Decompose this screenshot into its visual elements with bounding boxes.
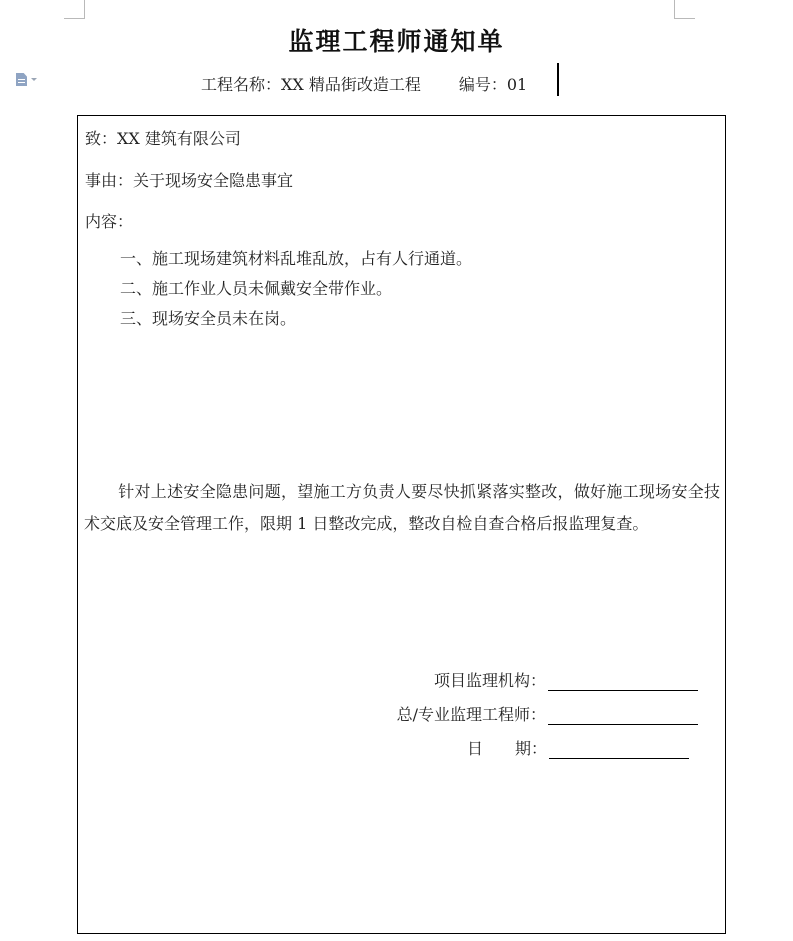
- caret-down-icon: [31, 78, 37, 81]
- content-item: 二、施工作业人员未佩戴安全带作业。: [120, 279, 393, 298]
- content-item: 三、现场安全员未在岗。: [120, 309, 297, 328]
- document-icon: [16, 73, 27, 86]
- supervision-org-label: 项目监理机构：: [433, 671, 546, 690]
- supervision-org-blank[interactable]: [548, 672, 698, 691]
- date-blank[interactable]: [549, 740, 689, 759]
- notice-number: 编号：01: [458, 75, 528, 94]
- project-name: 工程名称：XX 精品街改造工程: [201, 75, 421, 94]
- page-corner-mark-left: [64, 0, 85, 19]
- recipient-line: 致：XX 建筑有限公司: [85, 129, 241, 148]
- supervision-org-row: [434, 668, 698, 691]
- date-row: [467, 736, 689, 759]
- project-header: [201, 72, 527, 95]
- date-label: 日 期：: [466, 739, 547, 758]
- engineer-blank[interactable]: [548, 706, 698, 725]
- instruction-text: 针对上述安全隐患问题，望施工方负责人要尽快抓紧落实整改，做好施工现场安全技术交底及安全管理工作，限期 1 日整改完成，整改自检自查合格后报监理复查。: [84, 482, 720, 533]
- content-label: 内容：: [85, 212, 134, 231]
- text-cursor: [557, 63, 559, 96]
- document-title: 监理工程师通知单: [288, 27, 505, 56]
- subject-line: 事由：关于现场安全隐患事宜: [85, 171, 294, 190]
- page-corner-mark-right: [674, 0, 695, 19]
- content-item: 一、施工现场建筑材料乱堆乱放，占有人行通道。: [120, 249, 473, 268]
- engineer-label: 总/专业监理工程师：: [396, 705, 546, 724]
- engineer-row: [397, 702, 698, 725]
- document-menu[interactable]: [16, 73, 37, 86]
- instruction-paragraph: [84, 476, 720, 540]
